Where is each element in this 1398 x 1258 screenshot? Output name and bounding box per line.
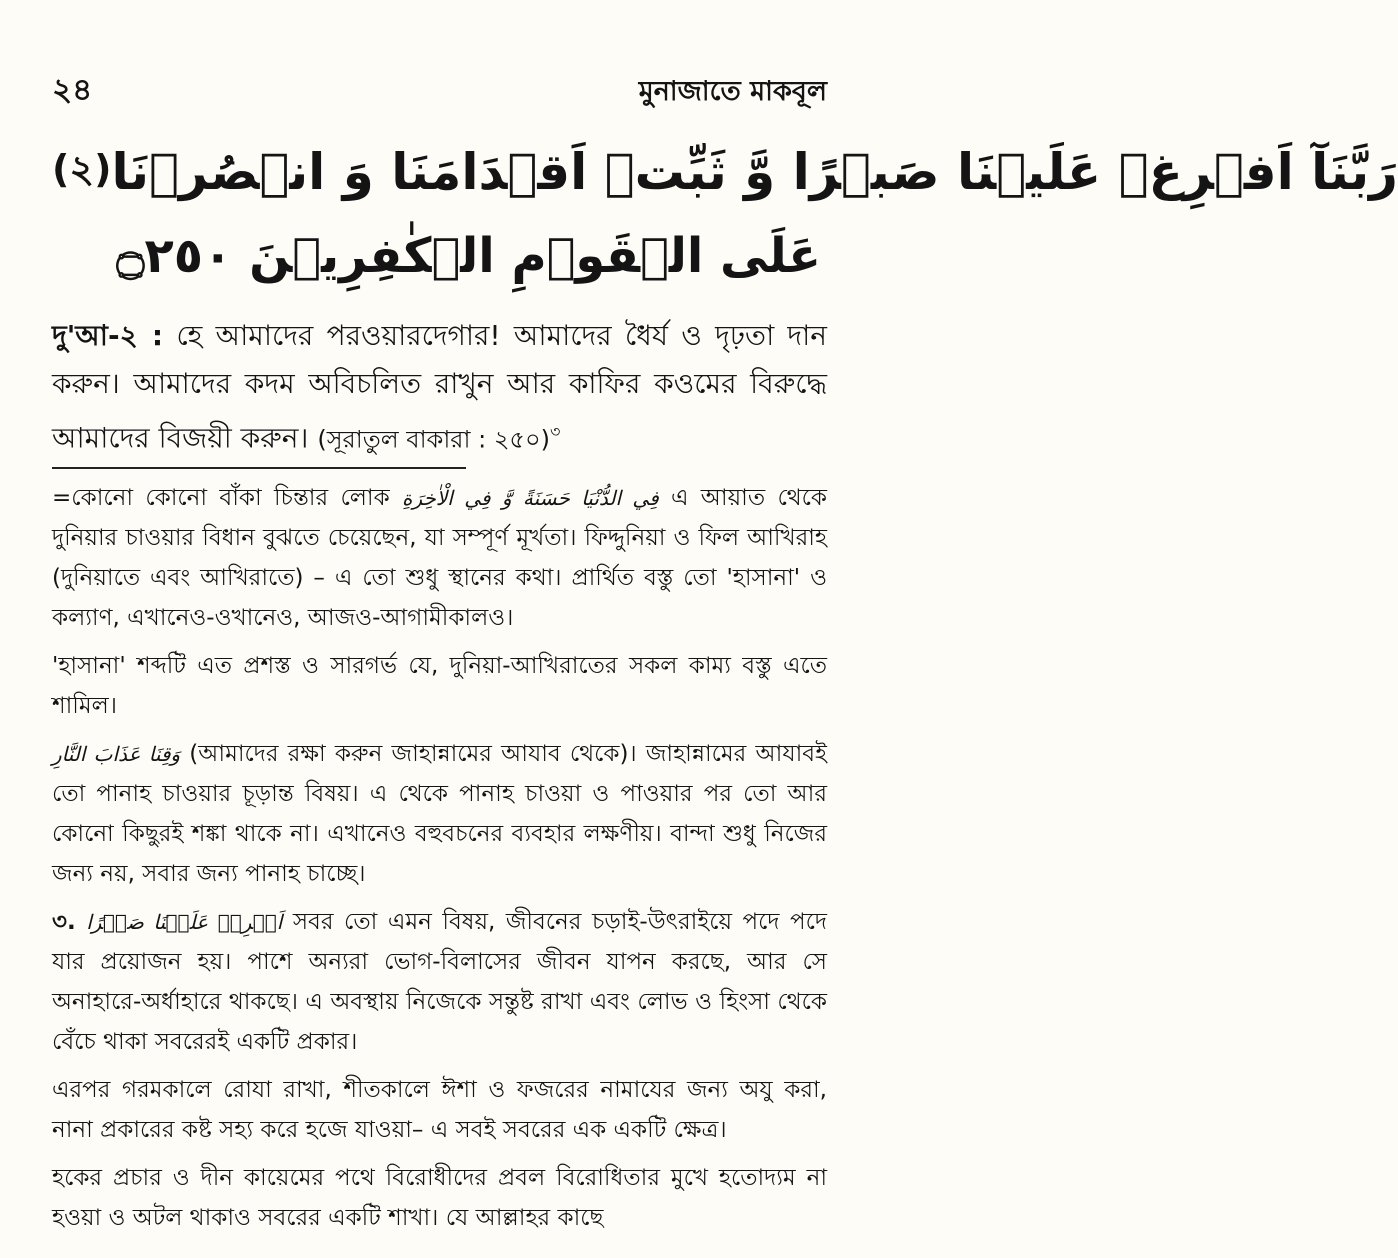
- running-title: মুনাজাতে মাকবূল: [638, 76, 827, 107]
- note-paragraph-5: এরপর গরমকালে রোযা রাখা, শীতকালে ঈশা ও ফজরের নামাযের জন্য অযু করা, নানা প্রকারের কষ্ট সহ্য করে হজে যাওয়া– এ সবই সবরের এক একটি ক্ষেত্র।: [52, 1077, 827, 1143]
- note-4-number: ৩.: [52, 909, 76, 935]
- note-1-intro: =কোনো কোনো বাঁকা চিন্তার লোক: [52, 485, 390, 511]
- note-1-arabic: فِي الدُّنْيَا حَسَنَةً وَّ فِي الْاٰخِرَةِ: [402, 486, 659, 510]
- dua-translation: [52, 312, 827, 463]
- page-number: ২৪: [52, 72, 93, 108]
- note-3-arabic: وَقِنَا عَذَابَ النَّارِ: [52, 742, 181, 766]
- dua-number: (২): [52, 147, 112, 191]
- note-paragraph-4: [52, 902, 827, 1062]
- page-header: [52, 66, 827, 118]
- dua-translation-text: হে আমাদের পরওয়ারদেগার! আমাদের ধৈর্য ও দৃঢ়তা দান করুন। আমাদের কদম অবিচলিত রাখুন আর কাফির কওমের বিরুদ্ধে আমাদের বিজয়ী করুন।: [52, 319, 827, 455]
- note-paragraph-3: [52, 734, 827, 894]
- note-paragraph-1: [52, 478, 827, 638]
- footnotes: [52, 478, 827, 1246]
- dua-reference: (সূরাতুল বাকারা : ২৫০): [317, 425, 550, 454]
- note-4-arabic: اَفۡرِغۡ عَلَيۡنَا صَبۡرًا: [86, 910, 283, 934]
- dua-label: দু'আ-২ :: [52, 319, 164, 352]
- footnote-marker: ৩: [549, 422, 561, 441]
- note-paragraph-6: হকের প্রচার ও দীন কায়েমের পথে বিরোধীদের প্রবল বিরোধিতার মুখে হতোদ্যম না হওয়া ও অটল থাকাও সবরের একটি শাখা। যে আল্লাহর কাছে: [52, 1165, 827, 1231]
- footnote-divider: [52, 467, 466, 469]
- dua-arabic-text-1: رَبَّنَآ اَفۡرِغۡ عَلَيۡنَا صَبۡرًا وَّ ثَبِّتۡ اَقۡدَامَنَا وَ انۡصُرۡنَا: [111, 143, 1398, 201]
- note-1-text: এ আয়াত থেকে দুনিয়ার চাওয়ার বিধান বুঝতে চেয়েছেন, যা সম্পূর্ণ মূর্খতা। ফিদ্দুনিয়া ও ফিল আখিরাহ (দুনিয়াতে এবং আখিরাতে) – এ তো শুধু স্থানের কথা। প্রার্থিত বস্তু তো 'হাসানা' ও কল্যাণ, এখানেও-ওখানেও, আজও-আগামীকালও।: [52, 485, 828, 631]
- note-4-text: সবর তো এমন বিষয়, জীবনের চড়াই-উৎরাইয়ে পদে পদে যার প্রয়োজন হয়। পাশে অন্যরা ভোগ-বিলাসের জীবন যাপন করছে, আর সে অনাহারে-অর্ধাহারে থাকছে। এ অবস্থায় নিজেকে সন্তুষ্ট রাখা এবং লোভ ও হিংসা থেকে বেঁচে থাকা সবরেরই একটি প্রকার।: [52, 909, 827, 1055]
- dua-arabic-line-1: [52, 140, 1398, 204]
- dua-arabic-line-2: عَلَى الۡقَوۡمِ الۡكٰفِرِيۡنَ ۝٢٥٠: [116, 228, 821, 284]
- note-3-text: (আমাদের রক্ষা করুন জাহান্নামের আযাব থেকে)। জাহান্নামের আযাবই তো পানাহ চাওয়ার চূড়ান্ত বিষয়। এ থেকে পানাহ চাওয়া ও পাওয়ার পর তো আর কোনো কিছুরই শঙ্কা থাকে না। এখানেও বহুবচনের ব্যবহার লক্ষণীয়। বান্দা শুধু নিজের জন্য নয়, সবার জন্য পানাহ চাচ্ছে।: [52, 741, 828, 887]
- note-paragraph-2: 'হাসানা' শব্দটি এত প্রশস্ত ও সারগর্ভ যে, দুনিয়া-আখিরাতের সকল কাম্য বস্তু এতে শামিল।: [52, 653, 827, 719]
